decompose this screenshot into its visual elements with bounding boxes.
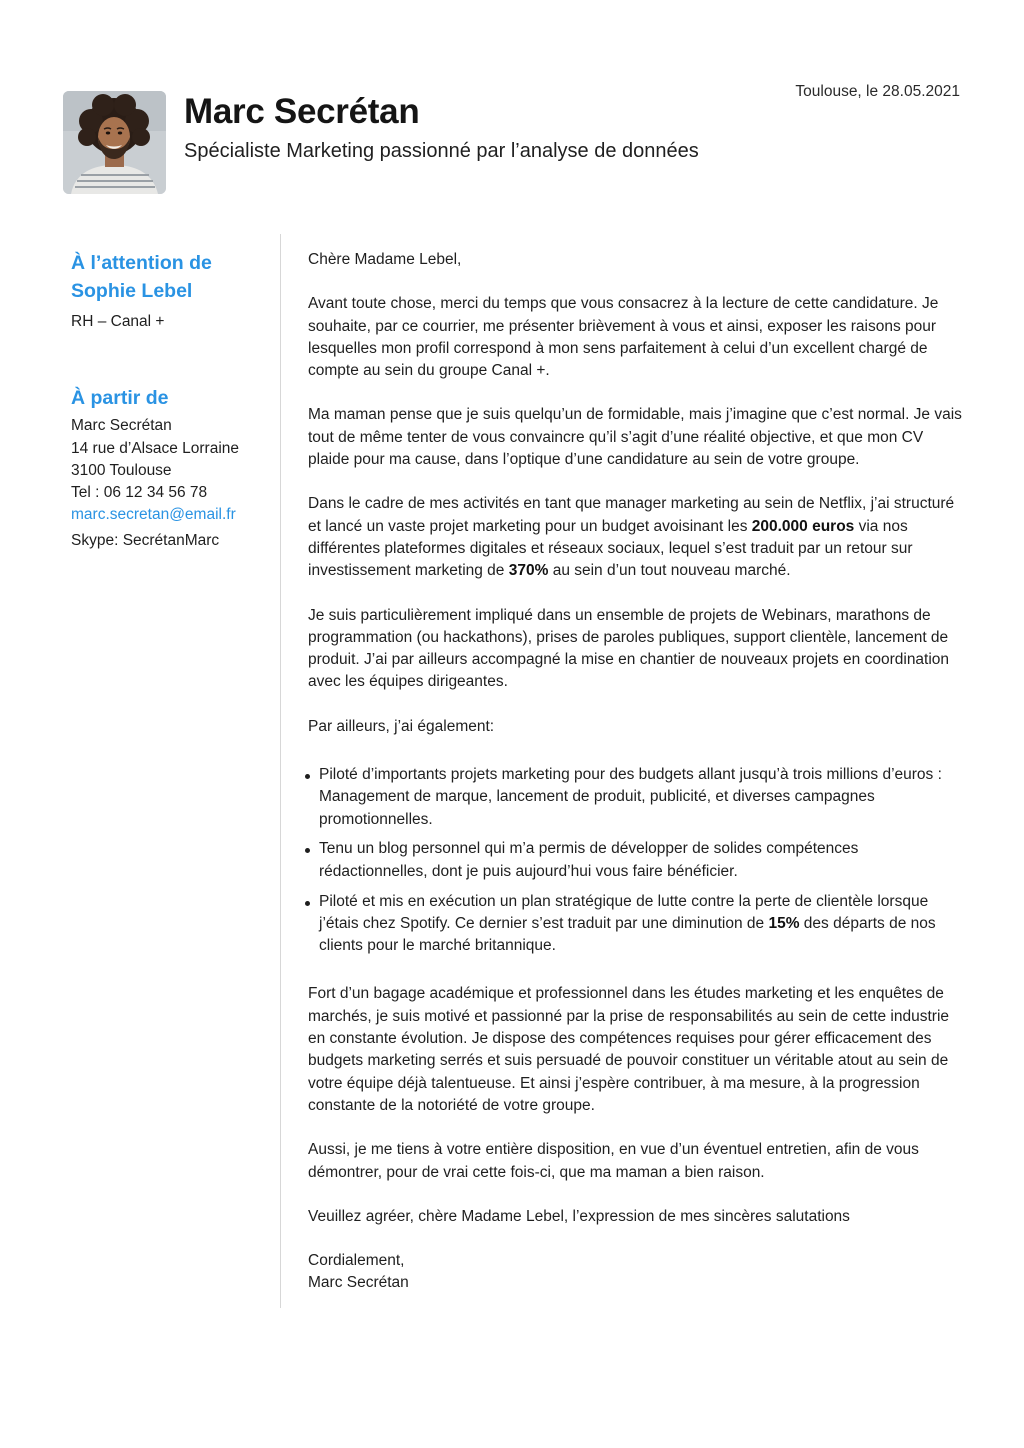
paragraph-intro: Avant toute chose, merci du temps que vous consacrez à la lecture de cette candidature. Je souhaite, par ce courrier, me présenter brièvement à vous et ainsi, exposer les raisons pour lesquelles mon profil correspond à mon sens parfaitement à celui d’un excellent chargé de compte au sein du groupe Canal +. — [308, 295, 939, 380]
closing-word: Cordialement, — [308, 1252, 405, 1270]
recipient-heading — [71, 249, 271, 305]
netflix-text-e: au sein d’un tout nouveau marché. — [548, 562, 791, 580]
place-date: Toulouse, le 28.05.2021 — [795, 83, 960, 100]
sender-email-link[interactable]: marc.secretan@email.fr — [71, 506, 236, 524]
achievement-item: Piloté d’importants projets marketing pour des budgets allant jusqu’à trois millions d’euros : Management de marque, lancement de produit, publicité, et diverses campagnes promotionnelles. — [308, 764, 963, 831]
sender-phone: Tel : 06 12 34 56 78 — [71, 484, 208, 502]
paragraph-projects: Je suis particulièrement impliqué dans un ensemble de projets de Webinars, marathons de programmation (ou hackathons), prises de paroles publiques, support clientèle, lancement de produit. J’ai par ailleurs accompagné la mise en chantier de nouveaux projets en coordination avec les équipes dirigeantes. — [308, 606, 950, 691]
spotify-churn-reduction: 15% — [768, 914, 800, 932]
netflix-text-c: via nos différentes plateformes digitales et réseaux sociaux, lequel s’est traduit par un retour sur investissement marketing de — [308, 517, 913, 580]
paragraph-also: Par ailleurs, j’ai également: — [308, 717, 495, 735]
applicant-name: Marc Secrétan — [184, 92, 420, 131]
profile-photo-illustration — [63, 91, 166, 194]
paragraph-background: Fort d’un bagage académique et professionnel dans les études marketing et les enquêtes de marchés, je suis motivé et passionné par la prise de responsabilités au sein de cette industrie en constante évolution. Je dispose des compétences requises pour gérer efficacement des budgets marketing serrés et suis persuadé de pouvoir constituer un véritable atout au sein de votre équipe déjà talentueuse. Et ainsi j’espère contribuer, à ma mesure, à la progression constante de la notoriété de votre groupe. — [308, 985, 950, 1114]
recipient-heading-line1: À l’attention de — [71, 252, 212, 274]
recipient-block — [71, 249, 271, 333]
paragraph-regards: Veuillez agréer, chère Madame Lebel, l’expression de mes sincères salutations — [308, 1207, 850, 1225]
sender-name: Marc Secrétan — [71, 417, 172, 435]
recipient-name: Sophie Lebel — [71, 280, 193, 302]
sender-heading: À partir de — [71, 387, 169, 410]
achievement-item: Tenu un blog personnel qui m’a permis de développer de solides compétences rédactionnelles, dont je puis aujourd’hui vous faire bénéficier. — [308, 838, 963, 883]
sender-block — [71, 384, 271, 552]
achievements-list — [308, 764, 963, 957]
applicant-title: Spécialiste Marketing passionné par l’analyse de données — [184, 140, 699, 162]
paragraph-motivation: Ma maman pense que je suis quelqu’un de formidable, mais j’imagine que c’est normal. Je vais tout de même tenter de vous convaincre qu’il s’agit d’une réalité objective, et que mon CV plaide pour ma cause, dans l’optique d’une candidature au sein de votre groupe. — [308, 406, 962, 469]
netflix-text-a: Dans le cadre de mes activités en tant que manager marketing au sein de Netflix, j’ai structuré et lancé un vaste projet marketing pour un budget avoisinant les — [308, 495, 955, 535]
column-divider — [280, 234, 281, 1308]
netflix-roi: 370% — [508, 562, 549, 580]
closing-block — [308, 1250, 963, 1295]
letter-body — [308, 249, 963, 1295]
sidebar — [71, 249, 271, 552]
spotify-text-a: Piloté et mis en exécution un plan stratégique de lutte contre la perte de clientèle lorsque j’étais chez Spotify. Ce dernier s’est traduit par une diminution de — [319, 892, 929, 932]
paragraph-netflix — [308, 493, 963, 582]
signature-name: Marc Secrétan — [308, 1274, 409, 1292]
netflix-budget: 200.000 euros — [751, 517, 855, 535]
salutation: Chère Madame Lebel, — [308, 251, 462, 268]
spotify-text-c: des départs de nos clients pour le marché britannique. — [319, 914, 936, 955]
sender-city: 3100 Toulouse — [71, 461, 172, 479]
sender-skype: Skype: SecrétanMarc — [71, 531, 220, 549]
profile-photo — [63, 91, 166, 194]
paragraph-availability: Aussi, je me tiens à votre entière disposition, en vue d’un éventuel entretien, afin de vous démontrer, pour de vrai cette fois-ci, que ma maman a bien raison. — [308, 1141, 919, 1181]
sender-details — [71, 415, 271, 552]
recipient-org: RH – Canal + — [71, 313, 165, 330]
sender-street: 14 rue d’Alsace Lorraine — [71, 439, 240, 457]
achievement-item — [308, 891, 963, 958]
